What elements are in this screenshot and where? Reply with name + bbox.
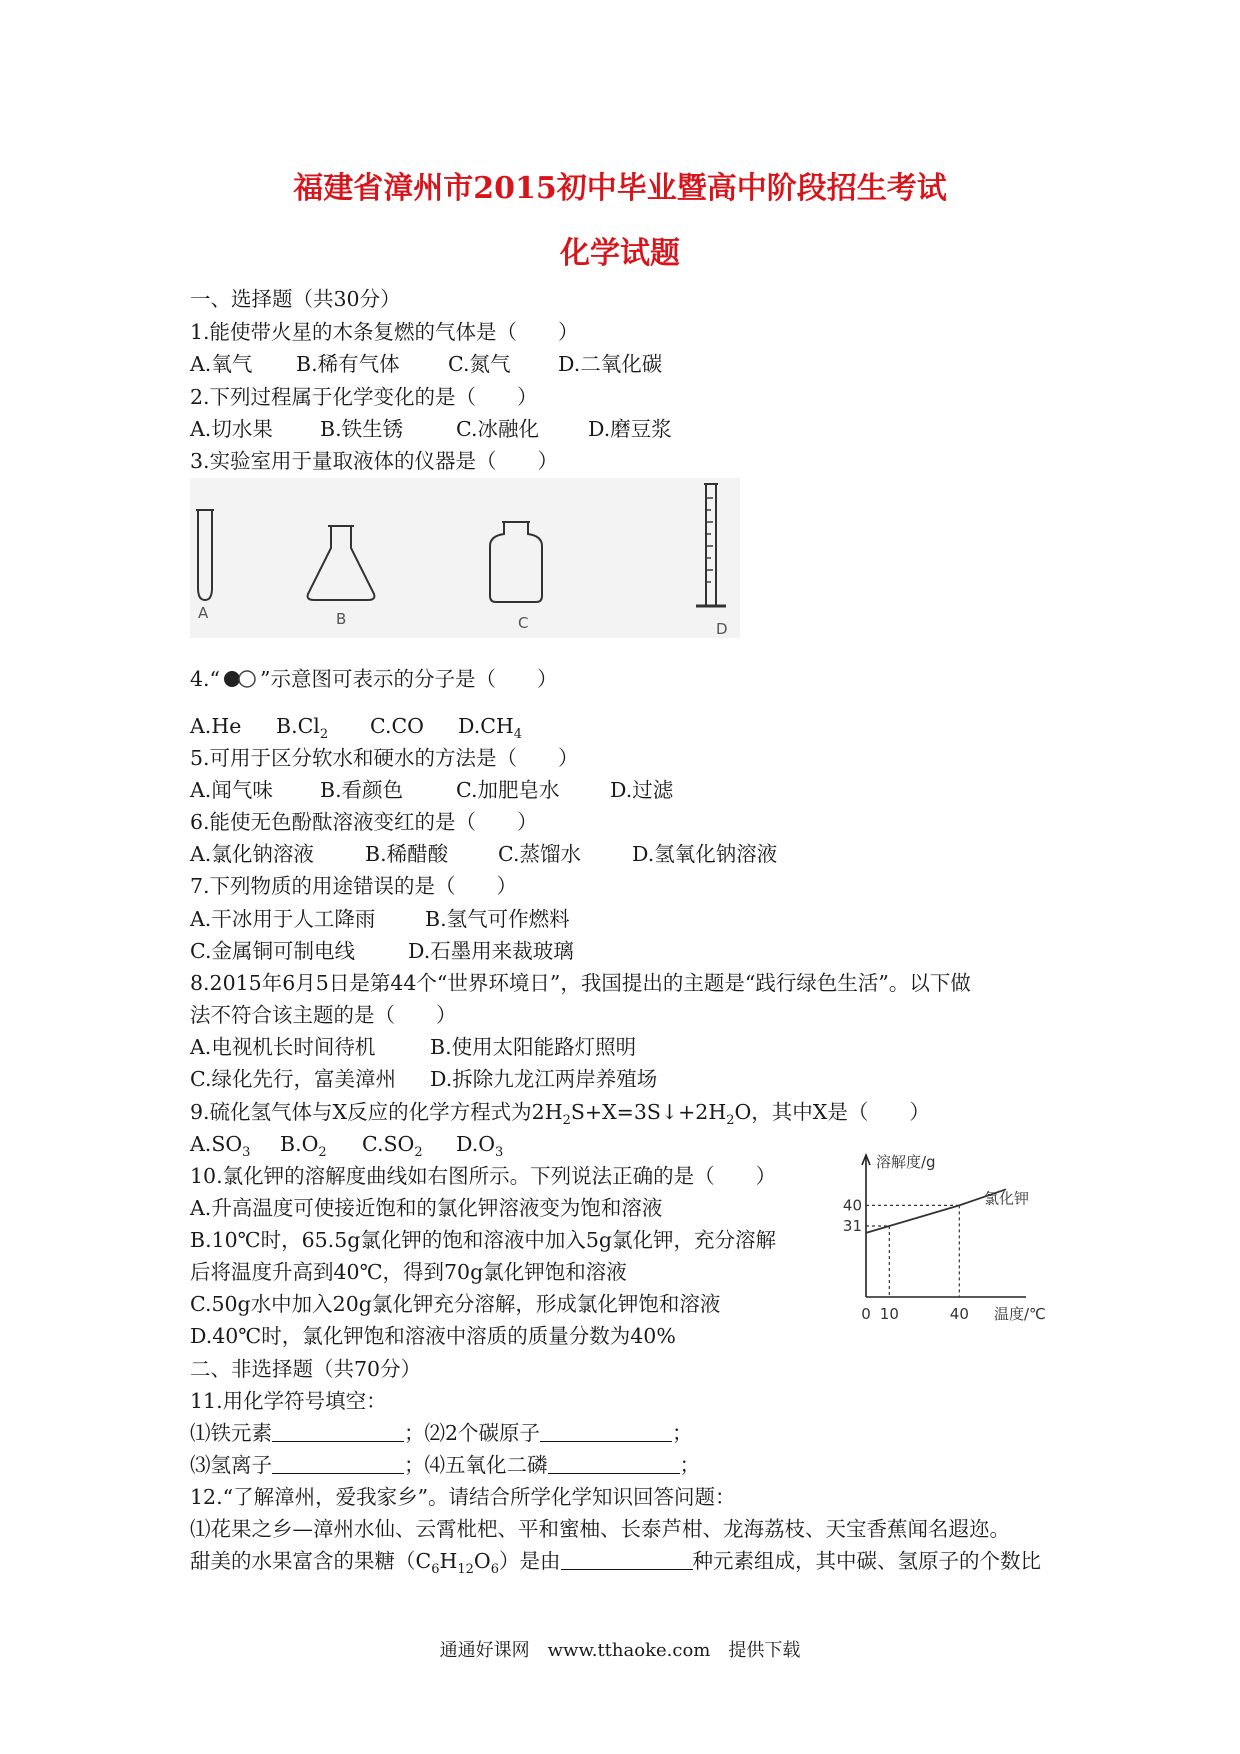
- answer-blank[interactable]: [561, 1547, 693, 1570]
- series-label-kcl: 氯化钾: [984, 1189, 1030, 1208]
- section-1-heading: 一、选择题（共30分）: [190, 287, 401, 311]
- option: $C.SO_2$: [362, 1132, 423, 1161]
- q2-stem: 2.下列过程属于化学变化的是（ ）: [190, 385, 538, 409]
- q11-row-1: ⑴铁元素 ；⑵2个碳原子 ；: [190, 1421, 693, 1445]
- q7-options-ab: [190, 905, 570, 933]
- answer-blank[interactable]: [540, 1419, 672, 1442]
- option: B.使用太阳能路灯照明: [430, 1035, 637, 1059]
- q10-option-a: A.升高温度可使接近饱和的氯化钾溶液变为饱和溶液: [190, 1196, 663, 1220]
- q4-stem: [190, 665, 558, 696]
- option: C.金属铜可制电线: [190, 939, 355, 963]
- option: $B.O_2$: [280, 1132, 327, 1161]
- graduated-cylinder-icon: [696, 484, 726, 606]
- option: D.过滤: [610, 778, 674, 802]
- page-footer: 通通好课网 www.tthaoke.com 提供下载: [439, 1640, 801, 1661]
- reagent-bottle-icon: [490, 522, 542, 602]
- option: C.CO: [370, 714, 424, 738]
- option: A.电视机长时间待机: [190, 1035, 376, 1059]
- x-tick-label: 40: [949, 1305, 969, 1323]
- q8-options-cd: [190, 1065, 657, 1093]
- q1-options: [190, 350, 662, 378]
- q12-line-2: 甜美的水果富含的果糖$(C_6H_{12}O_6)$是由 种元素组成，其中碳、氢原子的个数比: [190, 1549, 1041, 1578]
- q10-option-c: C.50g水中加入20g氯化钾充分溶解，形成氯化钾饱和溶液: [190, 1292, 721, 1316]
- option: C.加肥皂水: [456, 778, 560, 802]
- option: B.稀醋酸: [365, 842, 449, 866]
- answer-blank[interactable]: [272, 1419, 404, 1442]
- molecule-model-icon: [220, 668, 260, 696]
- option: $D.O_3$: [456, 1132, 504, 1161]
- q9-stem: 9.硫化氢气体与X反应的化学方程式为$2H_2S+X=3S↓+2H_2O$，其中X是（ ）: [190, 1100, 930, 1129]
- q3-apparatus-figure: [190, 478, 740, 638]
- test-tube-icon: [196, 510, 214, 600]
- q2-options: [190, 415, 672, 443]
- apparatus-label-a: A: [198, 604, 209, 622]
- option: C.冰融化: [456, 417, 539, 441]
- option: A.干冰用于人工降雨: [190, 907, 376, 931]
- q10-option-b-2: 后将温度升高到40℃，得到70g氯化钾饱和溶液: [190, 1260, 627, 1284]
- q6-stem: 6.能使无色酚酞溶液变红的是（ ）: [190, 810, 538, 834]
- q6-options: [190, 840, 777, 868]
- doc-subtitle: 化学试题: [560, 236, 680, 271]
- option: D.石墨用来裁玻璃: [408, 939, 574, 963]
- q7-options-cd: [190, 937, 574, 965]
- option: C.绿化先行，富美漳州: [190, 1067, 396, 1091]
- y-tick-label: 40: [842, 1196, 862, 1215]
- option: A.切水果: [190, 417, 273, 441]
- option: B.铁生锈: [320, 417, 404, 441]
- section-2-heading: 二、非选择题（共70分）: [190, 1357, 422, 1381]
- x-tick-label: 0: [861, 1305, 871, 1323]
- option: D.氢氧化钠溶液: [632, 842, 778, 866]
- q7-stem: 7.下列物质的用途错误的是（ ）: [190, 874, 518, 898]
- q11-row-2: ⑶氢离子 ；⑷五氧化二磷 ；: [190, 1453, 700, 1477]
- option: $A.SO_3$: [190, 1132, 251, 1161]
- apparatus-label-d: D: [716, 620, 728, 638]
- conical-flask-icon: [308, 526, 375, 600]
- option: $B.Cl_2$: [276, 714, 329, 743]
- option: A.氧气: [190, 352, 253, 376]
- option: B.氢气可作燃料: [425, 907, 570, 931]
- option: C.氮气: [448, 352, 511, 376]
- apparatus-label-c: C: [518, 614, 529, 632]
- q12-line-1: ⑴花果之乡—漳州水仙、云霄枇杷、平和蜜柚、长泰芦柑、龙海荔枝、天宝香蕉闻名遐迩。: [190, 1517, 1010, 1541]
- option: $D.CH_4$: [458, 714, 523, 743]
- q4-stem-pre: 4.“: [190, 667, 221, 691]
- q10-option-d: D.40℃时，氯化钾饱和溶液中溶质的质量分数为40%: [190, 1324, 676, 1348]
- apparatus-label-b: B: [336, 610, 347, 628]
- x-axis-label: 温度/℃: [994, 1305, 1046, 1323]
- option: C.蒸馏水: [498, 842, 581, 866]
- x-tick-label: 10: [879, 1305, 899, 1323]
- solubility-chart: [838, 1145, 1048, 1335]
- q4-stem-post: ”示意图可表示的分子是（ ）: [260, 667, 558, 691]
- option: A.氯化钠溶液: [190, 842, 314, 866]
- option: B.看颜色: [320, 778, 404, 802]
- y-axis-label: 溶解度/g: [876, 1153, 936, 1171]
- y-tick-label: 31: [842, 1216, 862, 1235]
- option: A.闻气味: [190, 778, 273, 802]
- q1-stem: 1.能使带火星的木条复燃的气体是（ ）: [190, 320, 579, 344]
- option: A.He: [190, 714, 242, 738]
- q8-stem-2: 法不符合该主题的是（ ）: [190, 1003, 457, 1027]
- q12-stem: 12.“了解漳州，爱我家乡”。请结合所学化学知识回答问题：: [190, 1485, 736, 1509]
- q10-option-b-1: B.10℃时，65.5g氯化钾的饱和溶液中加入5g氯化钾，充分溶解: [190, 1228, 777, 1252]
- q3-stem: 3.实验室用于量取液体的仪器是（ ）: [190, 449, 559, 473]
- doc-title: 福建省漳州市2015初中毕业暨高中阶段招生考试: [293, 171, 947, 206]
- answer-blank[interactable]: [272, 1451, 404, 1474]
- q11-stem: 11.用化学符号填空：: [190, 1389, 387, 1413]
- q10-stem: 10.氯化钾的溶解度曲线如右图所示。下列说法正确的是（ ）: [190, 1164, 777, 1188]
- option: B.稀有气体: [296, 352, 400, 376]
- q5-options: [190, 776, 673, 804]
- option: D.拆除九龙江两岸养殖场: [430, 1067, 658, 1091]
- option: D.二氧化碳: [558, 352, 663, 376]
- q8-stem-1: 8.2015年6月5日是第44个“世界环境日”，我国提出的主题是“践行绿色生活”。以下做: [190, 971, 971, 995]
- answer-blank[interactable]: [548, 1451, 680, 1474]
- option: D.磨豆浆: [588, 417, 672, 441]
- q8-options-ab: [190, 1033, 636, 1061]
- q5-stem: 5.可用于区分软水和硬水的方法是（ ）: [190, 746, 579, 770]
